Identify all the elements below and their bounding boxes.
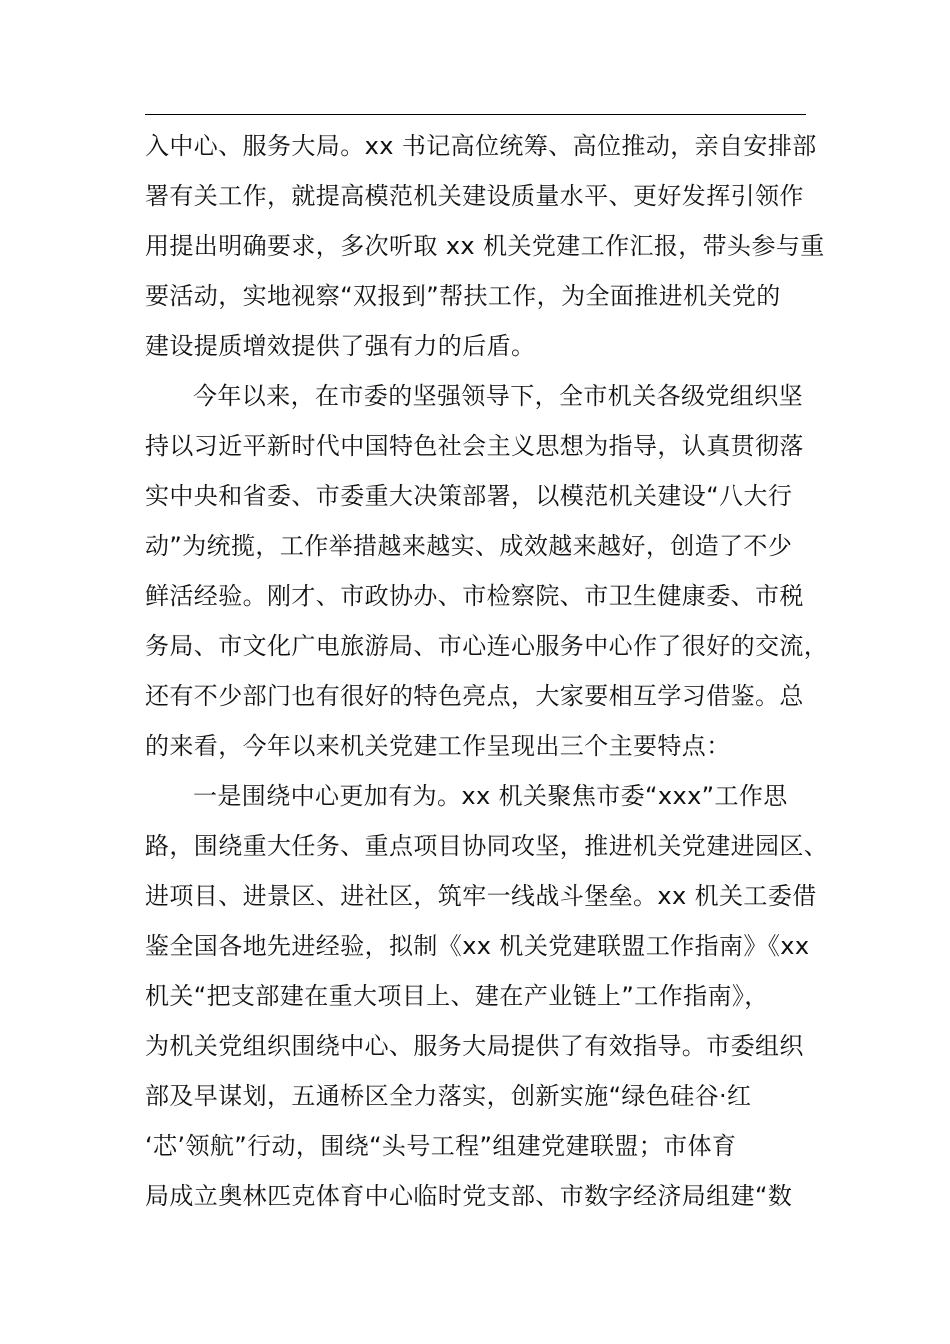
text-line: 路，围绕重大任务、重点项目协同攻坚，推进机关党建进园区、 [145,832,829,860]
text-line: 要活动，实地视察“双报到”帮扶工作，为全面推进机关党的 [145,282,781,310]
text-line: 进项目、进景区、进社区，筑牢一线战斗堡垒。xx 机关工委借 [145,882,817,910]
paragraph-start-line: 今年以来，在市委的坚强领导下，全市机关各级党组织坚 [193,382,803,410]
paragraph-start-line: 一是围绕中心更加有为。xx 机关聚焦市委“xxx”工作思 [193,782,788,810]
text-line: 入中心、服务大局。xx 书记高位统筹、高位推动，亲自安排部 [145,132,817,160]
text-line: 建设提质增效提供了强有力的后盾。 [145,332,536,360]
text-line: 实中央和省委、市委重大决策部署，以模范机关建设“八大行 [145,482,793,510]
text-line: 鉴全国各地先进经验，拟制《xx 机关党建联盟工作指南》《xx [145,932,810,960]
text-line: ‘芯’领航”行动，围绕“头号工程”组建党建联盟；市体育 [145,1132,737,1160]
text-line: 务局、市文化广电旅游局、市心连心服务中心作了很好的交流， [145,632,829,660]
text-line: 的来看，今年以来机关党建工作呈现出三个主要特点： [145,732,731,760]
body-text [145,121,829,1221]
header-rule [145,114,806,115]
text-line: 局成立奥林匹克体育中心临时党支部、市数字经济局组建“数 [145,1182,793,1210]
text-line: 部及早谋划，五通桥区全力落实，创新实施“绿色硅谷·红 [145,1082,752,1110]
text-line: 还有不少部门也有很好的特色亮点，大家要相互学习借鉴。总 [145,682,804,710]
text-line: 用提出明确要求，多次听取 xx 机关党建工作汇报，带头参与重 [145,232,825,260]
text-line: 机关“把支部建在重大项目上、建在产业链上”工作指南》， [145,982,769,1010]
text-line: 持以习近平新时代中国特色社会主义思想为指导，认真贯彻落 [145,432,804,460]
text-line: 动”为统揽，工作举措越来越实、成效越来越好，创造了不少 [145,532,793,560]
text-line: 鲜活经验。刚才、市政协办、市检察院、市卫生健康委、市税 [145,582,804,610]
text-line: 署有关工作，就提高模范机关建设质量水平、更好发挥引领作 [145,182,804,210]
text-line: 为机关党组织围绕中心、服务大局提供了有效指导。市委组织 [145,1032,804,1060]
